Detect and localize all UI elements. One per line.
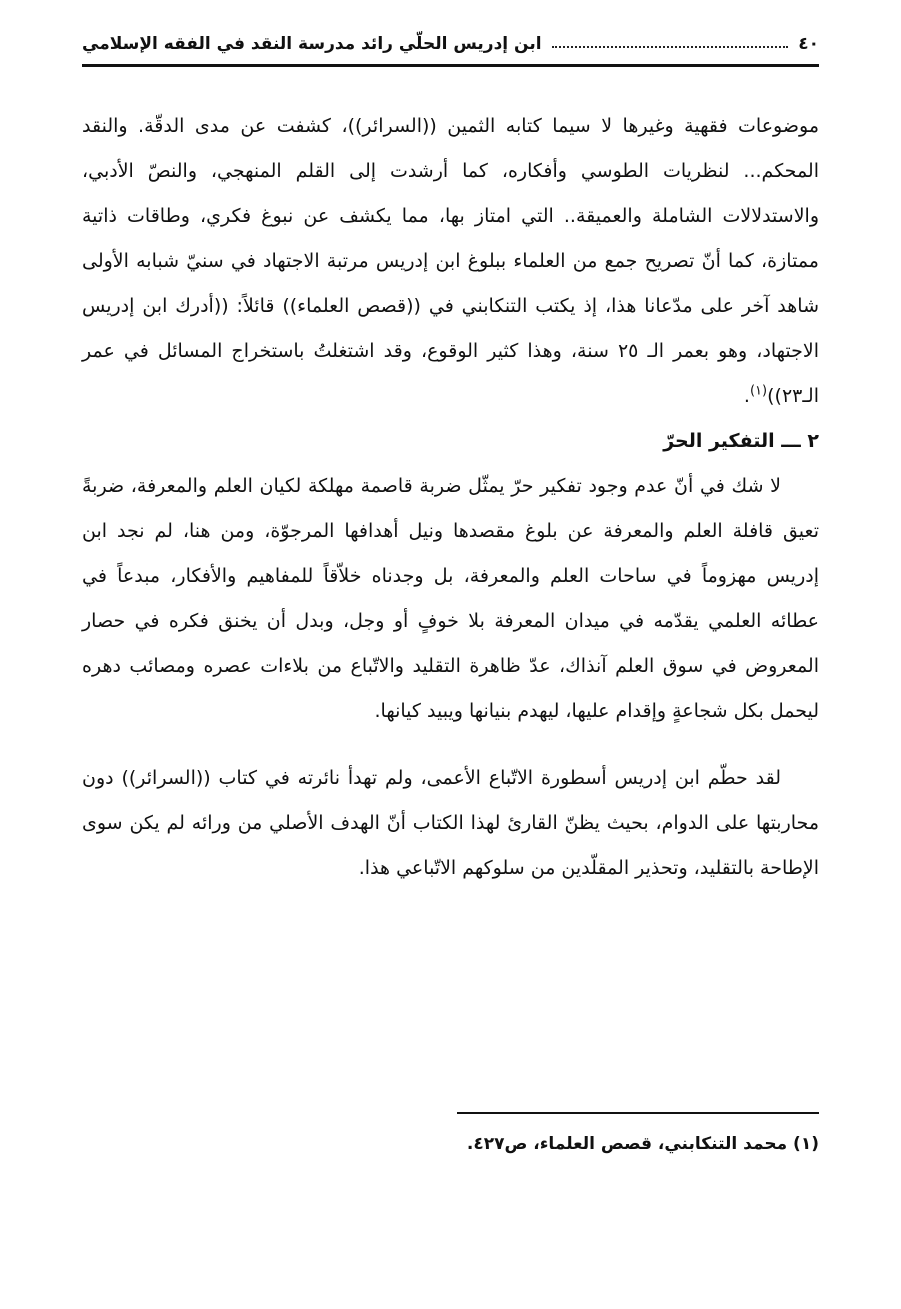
header-dotted-leader: [552, 46, 789, 48]
paragraph: لا شك في أنّ عدم وجود تفكير حرّ يمثّل ضربة قاصمة مهلكة لكيان العلم والمعرفة، ضربةً تعيق قافلة العلم والمعرفة عن بلوغ مقصدها ونيل أهدافها المرجوّة، ومن هنا، لم نجد ابن إدريس مهزوماً في ساحات العلم والمعرفة، بل وجدناه خلاّقاً للمفاهيم والأفكار، مبدعاً في عطائه العلمي يقدّمه في ميدان المعرفة بلا خوفٍ أو وجل، وبدل أن يخنق فكره في حصار المعروض في سوق العلم آنذاك، عدّ ظاهرة التقليد والاتّباع من بلاءات عصره ومصائب دهره ليحمل بكل شجاعةٍ وإقدام عليها، ليهدم بنيانها ويبيد كيانها.: [82, 475, 819, 722]
main-text: [82, 104, 819, 891]
paragraph-end: .: [743, 385, 750, 407]
running-title: ابن إدريس الحلّي رائد مدرسة النقد في الفقه الإسلامي: [82, 34, 542, 54]
footnote: (١) محمد التنكابني، قصص العلماء، ص٤٢٧.: [466, 1134, 819, 1154]
page-number: ٤٠: [798, 34, 819, 54]
running-header: [82, 28, 819, 60]
paragraph-text: موضوعات فقهية وغيرها لا سيما كتابه الثمين ((السرائر))، كشفت عن مدى الدقّة. والنقد المحكم... لنظريات الطوسي وأفكاره، كما أرشدت إلى القلم المنهجي، والنصّ الأدبي، والاستدلالات الشاملة والعميقة.. التي امتاز بها، مما يكشف عن نبوغ فكري، وطاقات ذاتية ممتازة، كما أنّ تصريح جمع من العلماء ببلوغ ابن إدريس مرتبة الاجتهاد في سنيّ شبابه الأولى شاهد آخر على مدّعانا هذا، إذ يكتب التنكابني في ((قصص العلماء)) قائلاً: ((أدرك ابن إدريس الاجتهاد، وهو بعمر الـ ٢٥ سنة، وهذا كثير الوقوع، وقد اشتغلتُ باستخراج المسائل في عمر الـ٢٣)): [82, 115, 819, 407]
section-heading: ٢ ـــ التفكير الحرّ: [663, 430, 819, 452]
footnote-reference: (١): [749, 383, 768, 399]
footnote-separator: [457, 1112, 819, 1114]
paragraph: لقد حطّم ابن إدريس أسطورة الاتّباع الأعمى، ولم تهدأ نائرته في كتاب ((السرائر)) دون محاربتها على الدوام، بحيث يظنّ القارئ لهذا الكتاب أنّ الهدف الأصلي من ورائه لم يكن سوى الإطاحة بالتقليد، وتحذير المقلّدين من سلوكهم الاتّباعي هذا.: [82, 767, 819, 879]
paragraph: [82, 104, 819, 419]
header-rule: [82, 64, 819, 67]
